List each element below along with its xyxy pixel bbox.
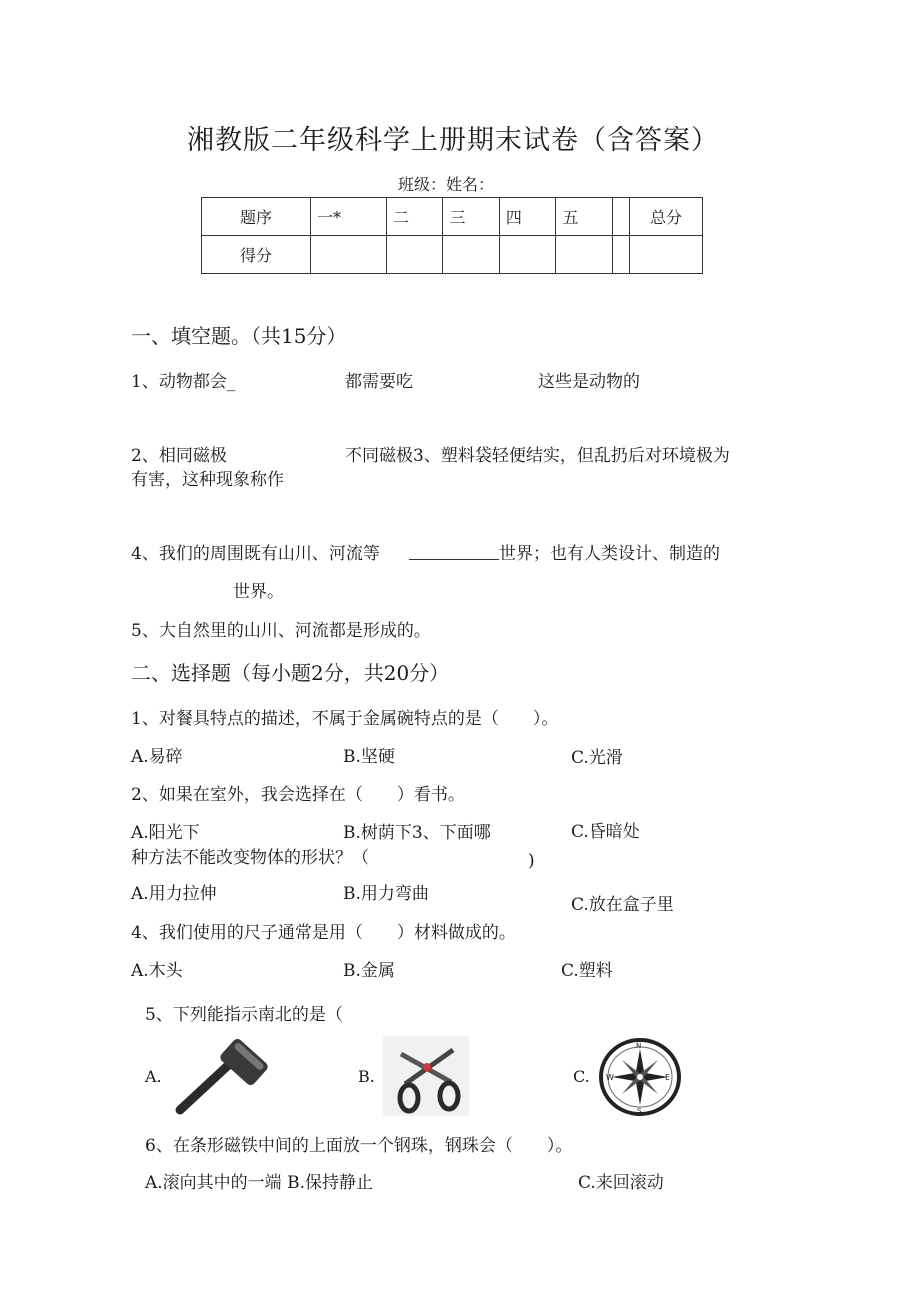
question-text: 1、动物都会_	[131, 372, 236, 392]
table-cell	[387, 236, 443, 274]
option-c: C.来回滚动	[578, 1173, 664, 1193]
option-b: B.用力弯曲	[343, 884, 429, 904]
question-text: 4、我们的周围既有山川、河流等	[131, 544, 380, 564]
question-text: )	[528, 851, 535, 871]
hammer-icon	[172, 1036, 268, 1116]
question-text: 都需要吃	[345, 372, 413, 392]
section-heading: 二、选择题（每小题2分，共20分）	[131, 661, 450, 685]
question-text: 有害，这种现象称作	[131, 470, 284, 490]
question-text: 这些是动物的	[538, 372, 640, 392]
table-cell	[556, 236, 612, 274]
question-text: 世界。	[233, 582, 284, 602]
table-cell	[612, 236, 629, 274]
question-text: 6、在条形磁铁中间的上面放一个钢珠，钢珠会（ ）。	[145, 1136, 573, 1156]
table-cell: 题序	[202, 198, 311, 236]
option-b: B.树荫下3、下面哪	[343, 823, 491, 843]
table-row	[202, 198, 703, 236]
option-c: C.昏暗处	[571, 822, 640, 842]
table-cell: 二	[387, 198, 443, 236]
table-cell: 总分	[630, 198, 703, 236]
question-text: 5、下列能指示南北的是（	[145, 1005, 343, 1025]
section-heading: 一、填空题。（共15分）	[131, 324, 347, 348]
question-text: 4、我们使用的尺子通常是用（ ）材料做成的。	[131, 923, 516, 943]
table-cell: 五	[556, 198, 612, 236]
table-cell	[499, 236, 555, 274]
option-b: B.	[358, 1067, 375, 1086]
option-a: A.木头	[131, 961, 183, 981]
table-cell: 四	[499, 198, 555, 236]
table-cell	[612, 198, 629, 236]
question-text: 2、相同磁极	[131, 446, 227, 466]
compass-label-n: N	[636, 1042, 642, 1050]
question-text: 不同磁极3、塑料袋轻便结实，但乱扔后对环境极为	[345, 446, 730, 466]
option-a: A.	[145, 1067, 162, 1086]
option-c: C.	[573, 1067, 590, 1086]
compass-label-w: W	[606, 1073, 614, 1082]
option-a: A.用力拉伸	[131, 884, 217, 904]
compass-label-s: S	[637, 1107, 642, 1115]
table-row	[202, 236, 703, 274]
table-cell	[630, 236, 703, 274]
table-cell: 得分	[202, 236, 311, 274]
option-c: C.放在盒子里	[571, 895, 674, 915]
table-cell: 三	[443, 198, 499, 236]
question-text: 2、如果在室外，我会选择在（ ）看书。	[131, 785, 465, 805]
option-b: B.金属	[343, 961, 395, 981]
option-a: A.阳光下	[131, 823, 200, 843]
option-a: A.易碎	[131, 747, 183, 767]
table-cell	[443, 236, 499, 274]
scissors-icon	[383, 1036, 469, 1116]
table-cell: 一*	[311, 198, 387, 236]
question-text: 5、大自然里的山川、河流都是形成的。	[131, 621, 431, 641]
page-title: 湘教版二年级科学上册期末试卷（含答案）	[187, 125, 719, 156]
question-text: 1、对餐具特点的描述，不属于金属碗特点的是（ ）。	[131, 709, 559, 729]
question-text: 种方法不能改变物体的形状？（	[131, 848, 369, 868]
score-table	[201, 197, 703, 274]
option-c: C.塑料	[561, 961, 613, 981]
question-text: 世界；也有人类设计、制造的	[499, 544, 720, 564]
option-c: C.光滑	[571, 748, 623, 768]
option-a: A.滚向其中的一端 B.保持静止	[145, 1173, 373, 1193]
compass-icon	[598, 1038, 682, 1116]
class-name-line: 班级：姓名：	[398, 175, 495, 194]
answer-blank	[409, 540, 499, 560]
table-cell	[311, 236, 387, 274]
option-b: B.坚硬	[343, 747, 395, 767]
compass-label-e: E	[665, 1073, 671, 1082]
